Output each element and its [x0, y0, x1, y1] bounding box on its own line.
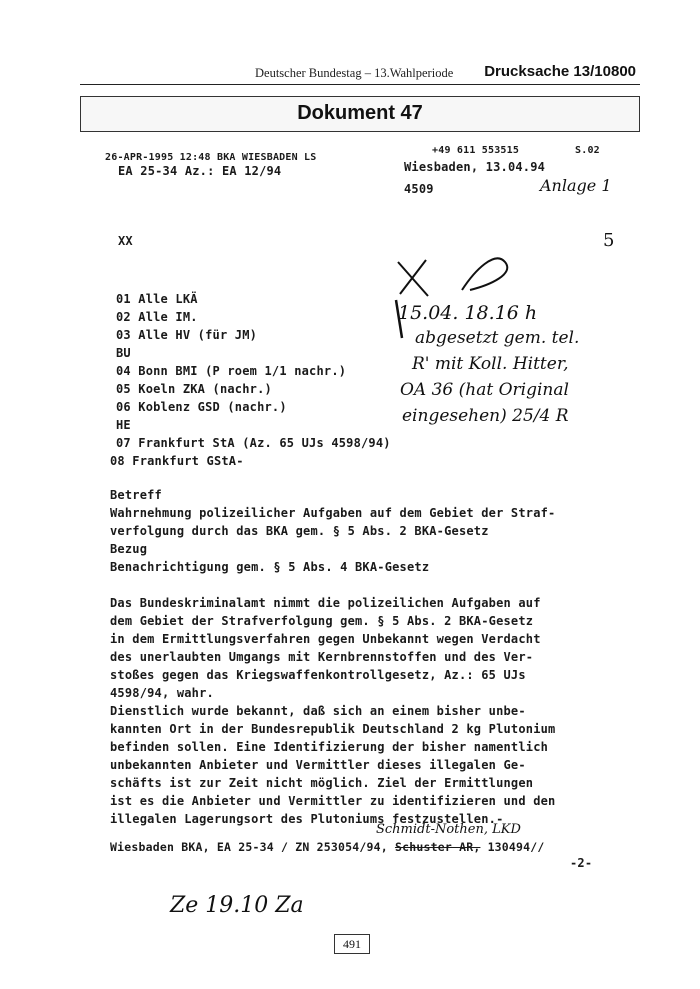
subject-label: Betreff [110, 488, 162, 502]
next-page-marker: -2- [570, 856, 593, 870]
publication-title: Deutscher Bundestag – 13.Wahlperiode [255, 66, 454, 80]
body-line: unbekannten Anbieter und Vermittler dieses illegalen Ge- [110, 758, 526, 772]
fax-header-line: 26-APR-1995 12:48 BKA WIESBADEN LS [105, 152, 317, 163]
handwritten-note-line: 15.04. 18.16 h [398, 302, 538, 324]
recipient: 04 Bonn BMI (P roem 1/1 nachr.) [116, 364, 347, 378]
body-line: befinden sollen. Eine Identifizierung der bisher namentlich [110, 740, 549, 754]
sign-text: Wiesbaden BKA, EA 25-34 / ZN 253054/94, [110, 840, 388, 854]
body-line: des unerlaubten Umgangs mit Kernbrennstoffen und des Ver- [110, 650, 534, 664]
recipient: 05 Koeln ZKA (nachr.) [116, 382, 272, 396]
body-line: 4598/94, wahr. [110, 686, 214, 700]
place-date: Wiesbaden, 13.04.94 [404, 160, 546, 174]
sign-end: 130494// [487, 840, 545, 854]
body-line: ist es die Anbieter und Vermittler zu identifizieren und den [110, 794, 556, 808]
handwritten-bottom-note: Ze 19.10 Za [170, 893, 304, 918]
reference-label: Bezug [110, 542, 148, 556]
handwritten-note-line: R' mit Koll. Hitter, [412, 354, 569, 374]
handwritten-note-line: eingesehen) 25/4 R [402, 406, 569, 426]
recipient: 02 Alle IM. [116, 310, 198, 324]
subject-line: verfolgung durch das BKA gem. § 5 Abs. 2 BKA-Gesetz [110, 524, 489, 538]
recipient-group: HE [116, 418, 131, 432]
struck-name: Schuster AR, [394, 840, 481, 854]
document-title: Dokument 47 [297, 102, 423, 124]
page-number: 491 [334, 934, 370, 954]
subject-line: Wahrnehmung polizeilicher Aufgaben auf dem Gebiet der Straf- [110, 506, 556, 520]
recipient: 03 Alle HV (für JM) [116, 328, 258, 342]
handwritten-note-line: abgesetzt gem. tel. [415, 328, 580, 348]
handwritten-note-line: OA 36 (hat Original [400, 380, 569, 400]
document-number: 4509 [404, 182, 434, 196]
marker-xx: XX [118, 234, 133, 248]
handwritten-anlage: Anlage 1 [540, 176, 612, 195]
fax-phone: +49 611 553515 [432, 145, 520, 156]
body-line: illegalen Lagerungsort des Plutoniums festzustellen.- [110, 812, 504, 826]
body-line: in dem Ermittlungsverfahren gegen Unbekannt wegen Verdacht [110, 632, 541, 646]
fax-page: S.02 [575, 145, 600, 156]
body-line: schäfts ist zur Zeit nicht möglich. Ziel der Ermittlungen [110, 776, 534, 790]
recipient-group: BU [116, 346, 131, 360]
recipient: 06 Koblenz GSD (nachr.) [116, 400, 287, 414]
recipient: 07 Frankfurt StA (Az. 65 UJs 4598/94) [116, 436, 391, 450]
reference-line: EA 25-34 Az.: EA 12/94 [118, 164, 282, 178]
drucksache-number: Drucksache 13/10800 [484, 63, 636, 80]
body-line: stoßes gegen das Kriegswaffenkontrollgesetz, Az.: 65 UJs [110, 668, 526, 682]
handwritten-number: 5 [603, 230, 615, 251]
recipient: 08 Frankfurt GStA- [110, 454, 244, 468]
body-line: Dienstlich wurde bekannt, daß sich an einem bisher unbe- [110, 704, 526, 718]
body-line: kannten Ort in der Bundesrepublik Deutschland 2 kg Plutonium [110, 722, 556, 736]
body-line: Das Bundeskriminalamt nimmt die polizeilichen Aufgaben auf [110, 596, 541, 610]
recipient: 01 Alle LKÄ [116, 292, 198, 306]
reference-text: Benachrichtigung gem. § 5 Abs. 4 BKA-Gesetz [110, 560, 430, 574]
body-line: dem Gebiet der Strafverfolgung gem. § 5 Abs. 2 BKA-Gesetz [110, 614, 534, 628]
handwritten-signature-name: Schmidt-Nothen, LKD [376, 822, 521, 837]
